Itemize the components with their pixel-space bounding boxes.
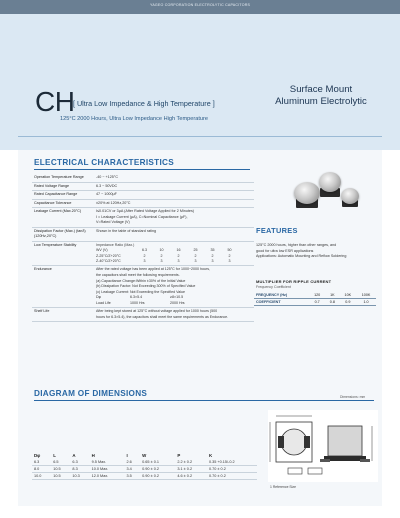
- table-header-row: [32, 452, 257, 459]
- cell: 3: [194, 259, 197, 264]
- cell: 10.5: [51, 466, 70, 473]
- low-temp-row: [96, 259, 252, 264]
- table-row: [32, 208, 254, 228]
- row-label: Rated Voltage Range: [32, 182, 94, 191]
- cell: 2000 Hrs: [170, 300, 185, 305]
- cell: 2.2 ± 0.2: [175, 459, 207, 466]
- capacitor-image: [341, 188, 359, 204]
- column-header: K: [208, 453, 213, 458]
- table-row: [32, 199, 254, 208]
- cell: 2: [177, 253, 180, 258]
- column-header: A: [72, 453, 76, 458]
- side-view-base: [324, 456, 366, 461]
- low-temp-heading: Impedance Ratio (Max.): [96, 242, 135, 247]
- endurance-line: After the rated voltage has been applied at 125°C for 1000~2000 hours,: [96, 267, 211, 272]
- row-label: Shelf Life: [32, 308, 94, 322]
- feature-line: Applications: Automatic Mounting and Reflow Soldering: [256, 254, 347, 259]
- cell: 1000 Hrs: [130, 300, 145, 305]
- cell: 0.70 ± 0.2: [207, 473, 257, 480]
- product-type-line1: Surface Mount: [289, 84, 353, 95]
- table-row: [32, 266, 254, 308]
- cell: 3.1 ± 0.2: [175, 466, 207, 473]
- cell: 100K: [356, 292, 376, 299]
- row-label: Rated Capacitance Range: [32, 191, 94, 200]
- cell: 10: [159, 248, 164, 253]
- low-temp-block: [94, 241, 254, 266]
- dimensions-units: Dimensions: mm: [340, 395, 366, 399]
- cell: 6.5: [51, 459, 70, 466]
- header-divider: [18, 136, 382, 137]
- shelf-life-block: [94, 308, 254, 322]
- cell: 2: [160, 253, 163, 258]
- cell: 9.5 Max.: [90, 459, 125, 466]
- cell: 1K: [325, 292, 339, 299]
- endurance-line: the capacitors shall meet the following requirements.: [96, 273, 180, 278]
- cell: ≥8×10.5: [170, 295, 184, 300]
- frequency-table: [254, 292, 376, 306]
- cell: 3: [143, 259, 146, 264]
- cell: 0.70 ± 0.2: [207, 466, 257, 473]
- frequency-coefficient-label: Frequency Coefficient: [256, 285, 291, 289]
- electrical-heading: ELECTRICAL CHARACTERISTICS: [34, 158, 175, 167]
- column-header: Dφ: [34, 453, 41, 458]
- table-row: [32, 182, 254, 191]
- cell: 0.9: [340, 299, 357, 306]
- cell: 10.3: [70, 473, 89, 480]
- leakage-line-3: V=Rated Voltage (V): [96, 220, 130, 225]
- electrical-heading-rule: [34, 169, 250, 170]
- ripple-multiplier-heading: MULTIPLIER FOR RIPPLE CURRENT: [256, 279, 332, 284]
- cell: 8.3: [70, 466, 89, 473]
- row-label: Capacitance Tolerance: [32, 199, 94, 208]
- endurance-line: (c) Leakage Current: Not Exceeding the Specified Value: [96, 289, 186, 294]
- cell: 16: [176, 248, 181, 253]
- cell: FREQUENCY (Hz): [254, 292, 309, 299]
- features-list: [256, 243, 376, 260]
- top-view-can: [281, 429, 307, 455]
- cell: 3: [160, 259, 163, 264]
- column-header: L: [53, 453, 56, 458]
- cell: WV (V): [96, 248, 108, 253]
- cell: 3.5: [124, 473, 140, 480]
- endurance-grid-row: [96, 301, 252, 306]
- diagram-caption: 1 Reference Size: [270, 485, 297, 489]
- cell: 3: [177, 259, 180, 264]
- endurance-block: [94, 266, 254, 308]
- cell: 3: [228, 259, 231, 264]
- row-value: 47 ~ 1000μF: [94, 191, 254, 200]
- product-photo: [290, 168, 374, 222]
- cell: 3.4: [124, 466, 140, 473]
- shelf-life-line: After being kept stored at 125°C without voltage applied for 1000 hours (500: [96, 309, 218, 314]
- cell: 2: [228, 253, 231, 258]
- cell: 10.0: [32, 473, 51, 480]
- side-lead-left: [320, 459, 330, 462]
- row-value: Shown in the table of standard rating: [94, 227, 254, 241]
- cell: COEFFICIENT: [254, 299, 309, 306]
- cell: 0.35 +0.15/-0.2: [207, 459, 257, 466]
- row-label: Operation Temperature Range: [32, 174, 94, 182]
- cell: 0.65 ± 0.1: [140, 459, 175, 466]
- cell: Z-40°C/Z+20°C: [96, 259, 121, 264]
- table-row: [32, 466, 257, 473]
- cell: 2.6: [124, 459, 140, 466]
- header-band: [0, 0, 400, 150]
- endurance-line: (b) Dissipation Factor: Not Exceeding 300% of Specified Value: [96, 284, 196, 289]
- column-header: P: [177, 453, 181, 458]
- cell: 4.6 ± 0.2: [175, 473, 207, 480]
- column-header: H: [91, 453, 95, 458]
- dimensions-table: [32, 452, 257, 480]
- cell: 35: [210, 248, 215, 253]
- cell: 10.0 Max.: [90, 466, 125, 473]
- series-subtitle: [ Ultra Low Impedance & High Temperature ]: [73, 99, 215, 108]
- cell: 6.3: [142, 248, 147, 253]
- cell: 120: [309, 292, 325, 299]
- terminal-right: [304, 436, 310, 448]
- cell: 12.0 Max.: [90, 473, 125, 480]
- row-label: Dissipation Factor (Max.) (tanδ) (120Hz,20°C): [32, 227, 94, 241]
- table-row: [32, 473, 257, 480]
- row-value: [94, 208, 254, 228]
- cell: 2: [143, 253, 146, 258]
- capacitor-image: [294, 182, 320, 204]
- dimensions-heading: DIAGRAM OF DIMENSIONS: [34, 389, 148, 398]
- cell: 10K: [340, 292, 357, 299]
- cell: 3: [211, 259, 214, 264]
- column-header: W: [142, 453, 147, 458]
- electrical-table: [32, 174, 254, 322]
- cell: Dφ: [96, 295, 101, 300]
- table-row: [32, 174, 254, 182]
- table-row: [32, 241, 254, 266]
- endurance-line: (a) Capacitance Change:Within ±30% of the Initial Value: [96, 278, 186, 283]
- cell: 10.5: [51, 473, 70, 480]
- table-row: [32, 308, 254, 322]
- column-header: I: [126, 453, 128, 458]
- cell: 0.90 ± 0.2: [140, 466, 175, 473]
- shelf-life-line: hours for 6.3×5.4), the capacitors shall meet the same requirements as Endurance.: [96, 314, 229, 319]
- cell: 0.90 ± 0.2: [140, 473, 175, 480]
- terminal-left: [278, 436, 284, 448]
- cell: 1.0: [356, 299, 376, 306]
- side-lead-right: [360, 459, 370, 462]
- cell: 0.7: [309, 299, 325, 306]
- cell: Z-25°C/Z+20°C: [96, 253, 121, 258]
- cell: 6.3×5.4: [130, 295, 143, 300]
- cell: 6.3: [32, 459, 51, 466]
- row-label: Low Temperature Stability: [32, 241, 94, 266]
- row-value: 6.3 ~ 50VDC: [94, 182, 254, 191]
- table-row: [32, 227, 254, 241]
- row-value: ±20% at 120Hz,20°C: [94, 199, 254, 208]
- leakage-line-2: I = Leakage Current (μA), C=Nominal Capacitance (μF),: [96, 214, 188, 219]
- cell: 8.0: [32, 466, 51, 473]
- capacitor-image: [319, 172, 341, 192]
- row-value: -40 ~ +125°C: [94, 174, 254, 182]
- cell: 50: [227, 248, 232, 253]
- feature-line: good for ultra low ESR applications: [256, 248, 314, 253]
- cell: 6.3: [70, 459, 89, 466]
- company-name: YAGEO CORPORATION ELECTROLYTIC CAPACITORS: [150, 3, 251, 7]
- cell: Load Life: [96, 300, 111, 305]
- row-label: Leakage Current (Max.20°C): [32, 208, 94, 228]
- feature-line: 125°C 2000 hours, higher than other ranges, and: [256, 243, 337, 247]
- series-highlight: 125°C 2000 Hours, Ultra Low Impedance High Temperature: [60, 116, 208, 122]
- product-type-line2: Aluminum Electrolytic: [275, 96, 367, 107]
- cell: 0.8: [325, 299, 339, 306]
- dimensions-heading-rule: [34, 400, 374, 401]
- leakage-line-1: I≤0.01CV or 3μA (After Rated Voltage Applied for 2 Minutes): [96, 209, 195, 214]
- table-row: [254, 299, 376, 306]
- row-label: Endurance: [32, 266, 94, 308]
- cell: 25: [193, 248, 198, 253]
- side-view-body: [328, 426, 362, 456]
- dimension-diagram: [268, 410, 378, 482]
- cell: 2: [211, 253, 214, 258]
- cell: 2: [194, 253, 197, 258]
- features-heading: FEATURES: [256, 226, 298, 235]
- series-name: CH: [35, 86, 75, 117]
- table-row: [32, 191, 254, 200]
